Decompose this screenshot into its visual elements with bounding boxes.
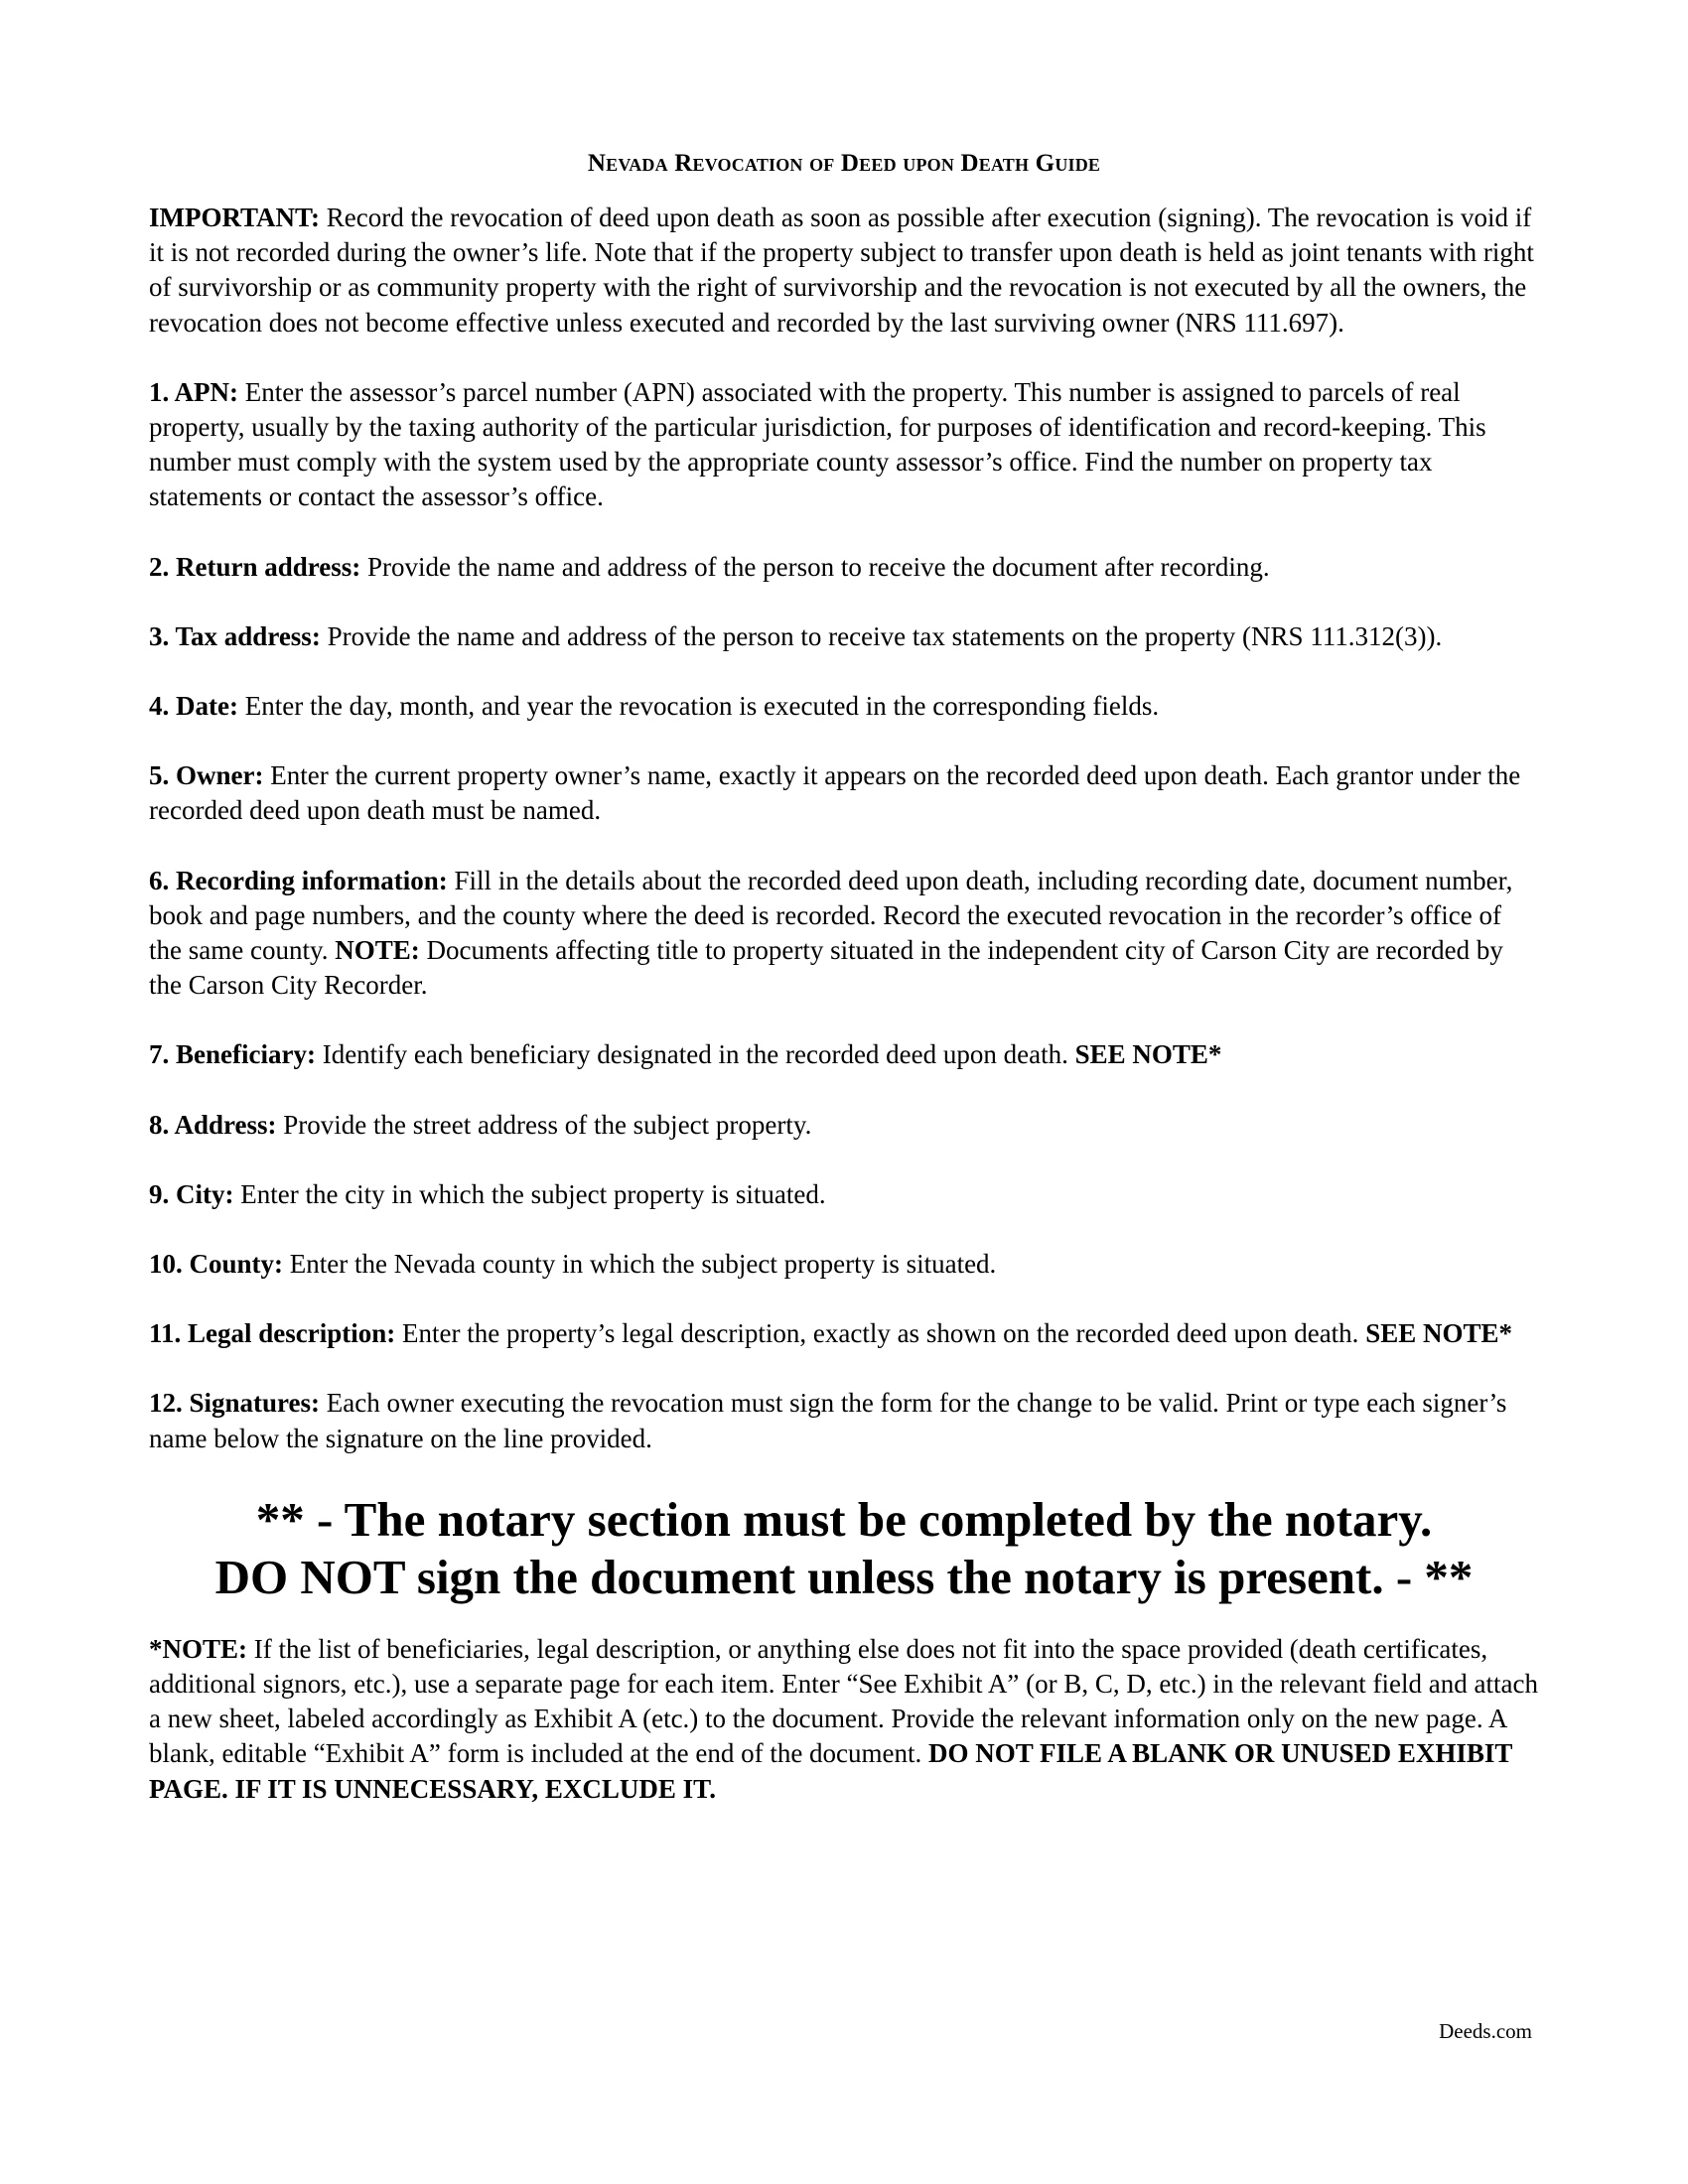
item-city <box>149 1177 1539 1212</box>
item-text: Enter the city in which the subject property is situated. <box>233 1178 826 1209</box>
item-owner <box>149 758 1539 828</box>
item-county <box>149 1247 1539 1282</box>
item-apn <box>149 375 1539 515</box>
item-text: Provide the street address of the subject property. <box>276 1109 812 1140</box>
item-label: 1. APN: <box>149 376 238 407</box>
item-text: Enter the day, month, and year the revocation is executed in the corresponding fields. <box>237 691 1160 722</box>
item-text: Fill in the details about the recorded deed upon death, including recording date, document number, book and page numbers, and the county where the deed is recorded. Record the executed revocation in the recorder’s office of the same county. <box>149 865 1513 966</box>
item-text: Identify each beneficiary designated in the recorded deed upon death. <box>315 1039 1075 1070</box>
item-label: 4. Date: <box>149 691 238 722</box>
item-label: 8. Address: <box>149 1109 277 1140</box>
note-label: *NOTE: <box>149 1633 248 1664</box>
notary-warning <box>149 1491 1539 1606</box>
notary-warning-line-2: DO NOT sign the document unless the notary is present. - ** <box>214 1549 1474 1604</box>
item-label: 6. Recording information: <box>149 865 448 895</box>
document-page <box>149 149 1539 1842</box>
notary-warning-line-1: ** - The notary section must be completed by the notary. <box>255 1491 1433 1547</box>
item-beneficiary <box>149 1037 1539 1072</box>
item-text: Enter the Nevada county in which the subject property is situated. <box>283 1249 997 1280</box>
item-signatures <box>149 1386 1539 1455</box>
item-text: Enter the assessor’s parcel number (APN) associated with the property. This number is assigned to parcels of real property, usually by the taxing authority of the particular jurisdiction, for purposes of identification and record-keeping. This number must comply with the system used by the appropriate county assessor’s office. Find the number on property tax statements or contact the assessor’s office. <box>149 376 1486 512</box>
item-return-address <box>149 550 1539 585</box>
see-note-reference: SEE NOTE* <box>1074 1039 1222 1070</box>
item-label: 7. Beneficiary: <box>149 1039 316 1070</box>
item-text: Enter the property’s legal description, exactly as shown on the recorded deed upon death. <box>395 1318 1366 1349</box>
item-tax-address <box>149 619 1539 654</box>
item-text: Each owner executing the revocation must sign the form for the change to be valid. Print or type each signer’s name below the signature on the line provided. <box>149 1388 1507 1453</box>
item-recording-information <box>149 864 1539 1004</box>
footer-brand: Deeds.com <box>1439 2019 1532 2043</box>
item-label: 2. Return address: <box>149 551 361 582</box>
note-paragraph <box>149 1632 1539 1807</box>
note-text: If the list of beneficiaries, legal description, or anything else does not fit into the space provided (death certificates, additional signors, etc.), use a separate page for each item. Enter “See Exhibit A” (or B, C, D, etc.) in the relevant field and attach a new sheet, labeled accordingly as Exhibit A (etc.) to the document. Provide the relevant information only on the new page. A blank, editable “Exhibit A” form is included at the end of the document. <box>149 1633 1538 1769</box>
item-text-continued: Documents affecting title to property situated in the independent city of Carson City are recorded by the Carson City Recorder. <box>149 935 1503 1001</box>
item-label: 9. City: <box>149 1178 234 1209</box>
item-text: Provide the name and address of the person to receive tax statements on the property (NRS 111.312(3)). <box>320 620 1443 651</box>
item-date <box>149 689 1539 724</box>
item-text: Enter the current property owner’s name, exactly it appears on the recorded deed upon death. Each grantor under the recorded deed upon death must be named. <box>149 760 1521 826</box>
item-label: 12. Signatures: <box>149 1388 321 1419</box>
see-note-reference: SEE NOTE* <box>1365 1318 1512 1349</box>
note-warning: DO NOT FILE A BLANK OR UNUSED EXHIBIT PAGE. IF IT IS UNNECESSARY, EXCLUDE IT. <box>149 1738 1512 1804</box>
item-address <box>149 1108 1539 1143</box>
item-legal-description <box>149 1316 1539 1351</box>
item-label: 5. Owner: <box>149 760 264 791</box>
important-text: Record the revocation of deed upon death as soon as possible after execution (signing). The revocation is void if it is not recorded during the owner’s life. Note that if the property subject to transfer upon death is held as joint tenants with right of survivorship or as community property with the right of survivorship and the revocation is not executed by all the owners, the revocation does not become effective unless executed and recorded by the last surviving owner (NRS 111.697). <box>149 203 1534 338</box>
item-note-label: NOTE: <box>335 935 420 966</box>
item-label: 3. Tax address: <box>149 620 321 651</box>
item-text: Provide the name and address of the person to receive the document after recording. <box>360 551 1270 582</box>
item-label: 10. County: <box>149 1249 284 1280</box>
important-label: IMPORTANT: <box>149 203 321 232</box>
page-title: Nevada Revocation of Deed upon Death Guide <box>587 150 1101 177</box>
important-paragraph <box>149 201 1539 341</box>
item-label: 11. Legal description: <box>149 1318 396 1349</box>
